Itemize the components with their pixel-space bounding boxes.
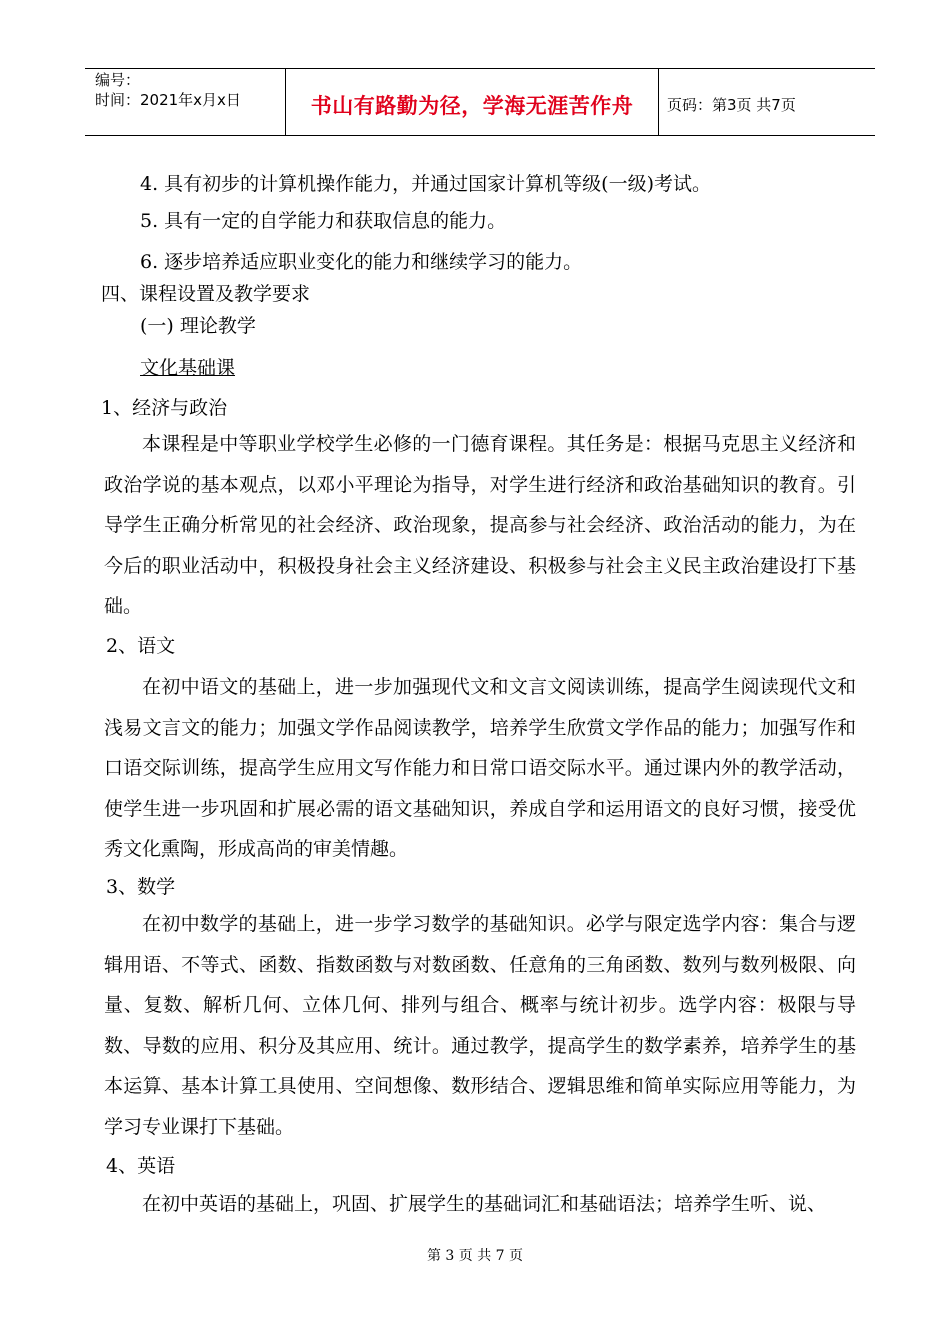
course-description: 在初中英语的基础上，巩固、扩展学生的基础词汇和基础语法；培养学生听、说、 (142, 1193, 827, 1215)
list-item: 5. 具有一定的自学能力和获取信息的能力。 (140, 210, 507, 232)
list-item: 4. 具有初步的计算机操作能力，并通过国家计算机等级(一级)考试。 (140, 173, 711, 195)
motto-text: 书山有路勤为径，学海无涯苦作舟 (310, 94, 634, 118)
header-meta-cell (85, 69, 285, 135)
list-item: 6. 逐步培养适应职业变化的能力和继续学习的能力。 (140, 251, 583, 273)
course-description: 本课程是中等职业学校学生必修的一门德育课程。其任务是：根据马克思主义经济和政治学说的基本观点，以邓小平理论为指导，对学生进行经济和政治基础知识的教育。引导学生正确分析常见的社会经济、政治现象，提高参与社会经济、政治活动的能力，为在今后的职业活动中，积极投身社会主义经济建设、积极参与社会主义民主政治建设打下基础。 (104, 433, 856, 617)
category-heading: 文化基础课 (140, 357, 236, 379)
header-motto-cell (285, 69, 659, 135)
page-footer: 第 3 页 共 7 页 (426, 1248, 524, 1264)
course-description: 在初中数学的基础上，进一步学习数学的基础知识。必学与限定选学内容：集合与逻辑用语、不等式、函数、指数函数与对数函数、任意角的三角函数、数列与数列极限、向量、复数、解析几何、立体几何、排列与组合、概率与统计初步。选学内容：极限与导数、导数的应用、积分及其应用、统计。通过教学，提高学生的数学素养，培养学生的基本运算、基本计算工具使用、空间想像、数形结合、逻辑思维和简单实际应用等能力，为学习专业课打下基础。 (104, 913, 856, 1138)
course-title: 3、数学 (106, 876, 176, 898)
serial-number-label: 编号： (95, 71, 141, 89)
header-page-cell (659, 69, 875, 135)
section-heading: 四、课程设置及教学要求 (101, 283, 311, 305)
course-title: 2、语文 (106, 635, 176, 657)
date-label: 时间：2021年x月x日 (95, 91, 241, 109)
document-header (85, 68, 875, 136)
course-description: 在初中语文的基础上，进一步加强现代文和文言文阅读训练，提高学生阅读现代文和浅易文言文的能力；加强文学作品阅读教学，培养学生欣赏文学作品的能力；加强写作和口语交际训练，提高学生应用文写作能力和日常口语交际水平。通过课内外的教学活动，使学生进一步巩固和扩展必需的语文基础知识，养成自学和运用语文的良好习惯，接受优秀文化熏陶，形成高尚的审美情趣。 (104, 676, 856, 860)
subsection-heading: (一) 理论教学 (140, 315, 256, 337)
page-code: 页码：第3页 共7页 (667, 95, 796, 114)
course-title: 1、经济与政治 (101, 397, 228, 419)
course-title: 4、英语 (106, 1155, 176, 1177)
